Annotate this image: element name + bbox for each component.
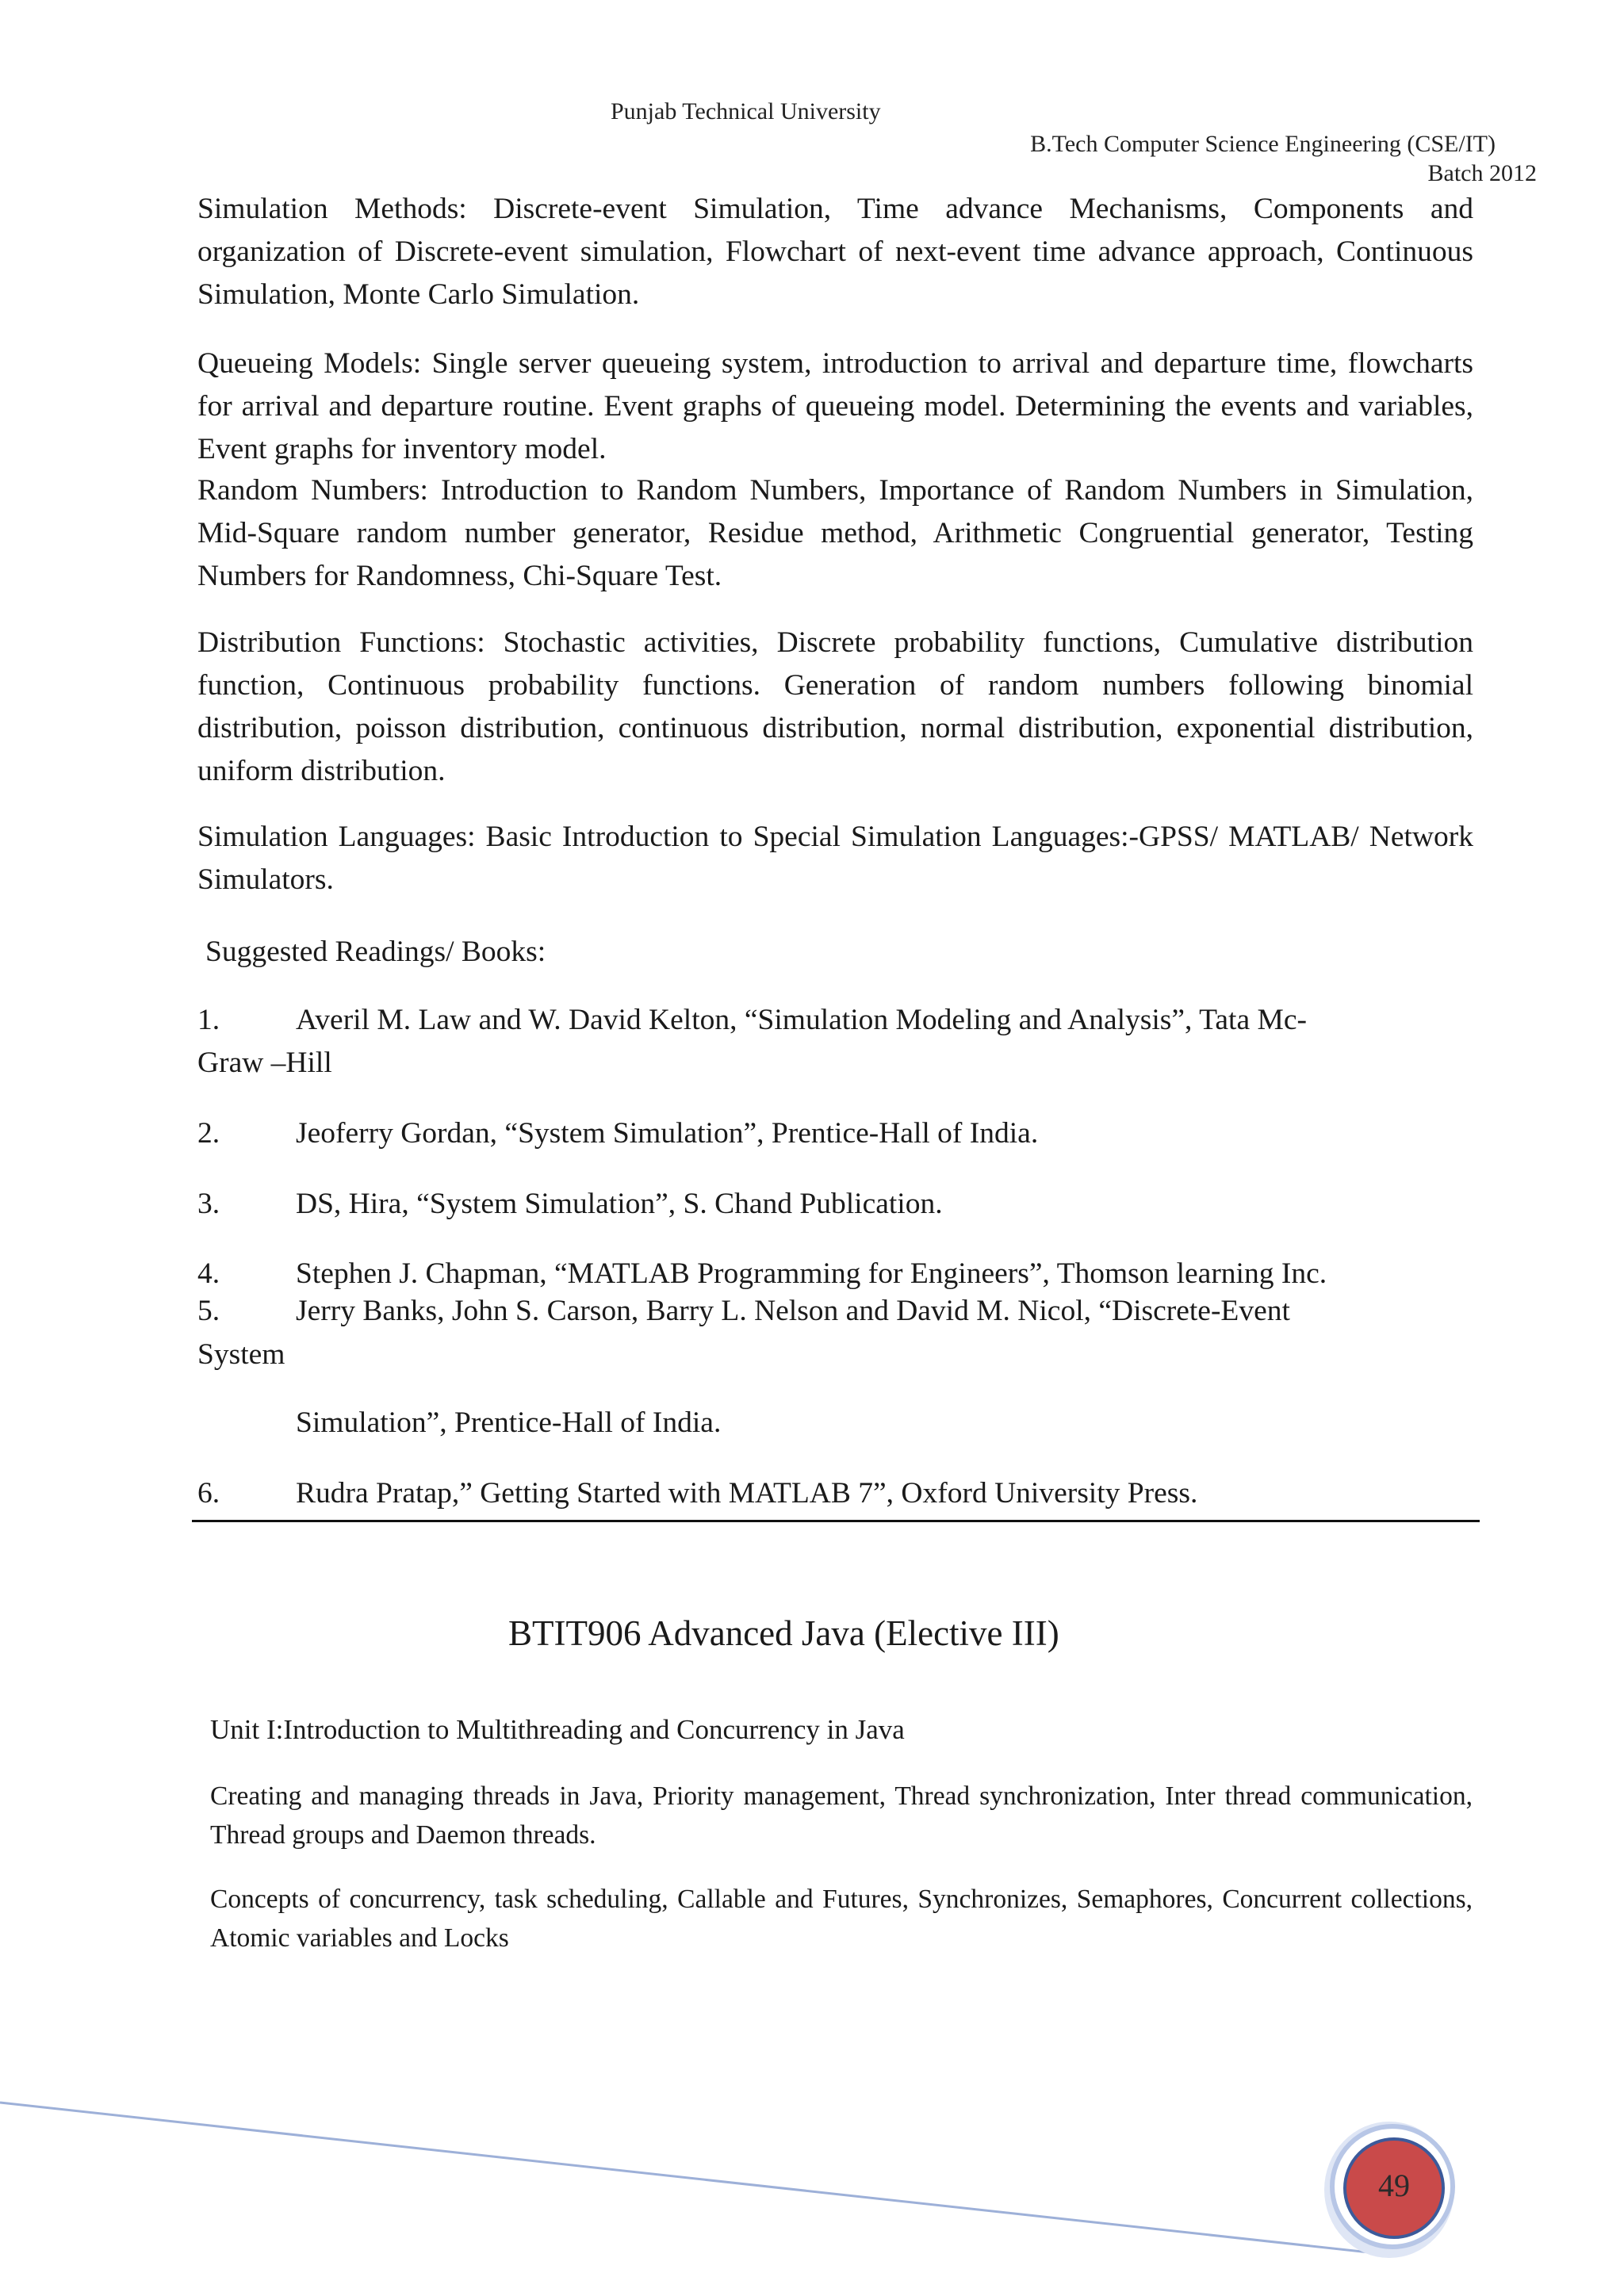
reading-number: 2. <box>197 1117 220 1150</box>
course-title: BTIT906 Advanced Java (Elective III) <box>508 1613 1059 1653</box>
page-number: 49 <box>1378 2168 1410 2203</box>
page-number-box <box>1345 2167 1443 2204</box>
header-batch: Batch 2012 <box>1427 160 1537 186</box>
section-random-numbers: Random Numbers: Introduction to Random Numbers, Importance of Random Numbers in Simulation, Mid-Square random number generator, Residue method, Arithmetic Congruential generator, Testing Numbers for Randomness, Chi-Square Test. <box>197 474 1473 592</box>
reading-text: Stephen J. Chapman, “MATLAB Programming for Engineers”, Thomson learning Inc. <box>296 1257 1327 1290</box>
section-divider <box>192 1520 1480 1522</box>
reading-number: 5. <box>197 1295 220 1327</box>
reading-number: 3. <box>197 1188 220 1220</box>
reading-text: Averil M. Law and W. David Kelton, “Simulation Modeling and Analysis”, Tata Mc- <box>296 1004 1307 1036</box>
section-queueing-models: Queueing Models: Single server queueing system, introduction to arrival and departure time, flowcharts for arrival and departure routine. Event graphs of queueing model. Determining the events and variables, Event graphs for inventory model. <box>197 347 1473 465</box>
readings-heading: Suggested Readings/ Books: <box>205 936 546 968</box>
section-simulation-methods: Simulation Methods: Discrete-event Simulation, Time advance Mechanisms, Components and organization of Discrete-event simulation, Flowchart of next-event time advance approach, Continuous Simulation, Monte Carlo Simulation. <box>197 193 1473 311</box>
reading-text: Rudra Pratap,” Getting Started with MATLAB 7”, Oxford University Press. <box>296 1477 1198 1510</box>
reading-text: Jerry Banks, John S. Carson, Barry L. Nelson and David M. Nicol, “Discrete-Event <box>296 1295 1290 1327</box>
reading-continuation: Graw –Hill <box>197 1047 332 1079</box>
reading-number: 6. <box>197 1477 220 1510</box>
reading-text: Jeoferry Gordan, “System Simulation”, Prentice-Hall of India. <box>296 1117 1039 1150</box>
reading-number: 4. <box>197 1257 220 1290</box>
unit-title: Unit I:Introduction to Multithreading and Concurrency in Java <box>210 1714 905 1745</box>
section-distribution-functions: Distribution Functions: Stochastic activities, Discrete probability functions, Cumulative distribution function, Continuous probability functions. Generation of random numbers following binomial distribution, poisson distribution, continuous distribution, normal distribution, exponential distribution, uniform distribution. <box>197 626 1473 787</box>
course-paragraph: Concepts of concurrency, task scheduling, Callable and Futures, Synchronizes, Semaphores, Concurrent collections, Atomic variables and Locks <box>210 1885 1473 1953</box>
header-program: B.Tech Computer Science Engineering (CSE/IT) <box>1030 131 1496 157</box>
reading-text: DS, Hira, “System Simulation”, S. Chand Publication. <box>296 1188 943 1220</box>
reading-continuation: System <box>197 1338 285 1371</box>
section-simulation-languages: Simulation Languages: Basic Introduction to Special Simulation Languages:-GPSS/ MATLAB/ Network Simulators. <box>197 821 1473 896</box>
reading-text: Simulation”, Prentice-Hall of India. <box>296 1406 722 1439</box>
reading-number: 1. <box>197 1004 220 1036</box>
footer-line <box>0 2103 1384 2254</box>
course-paragraph: Creating and managing threads in Java, Priority management, Thread synchronization, Inter thread communication, Thread groups and Daemon threads. <box>210 1781 1473 1850</box>
header-university: Punjab Technical University <box>611 98 881 124</box>
